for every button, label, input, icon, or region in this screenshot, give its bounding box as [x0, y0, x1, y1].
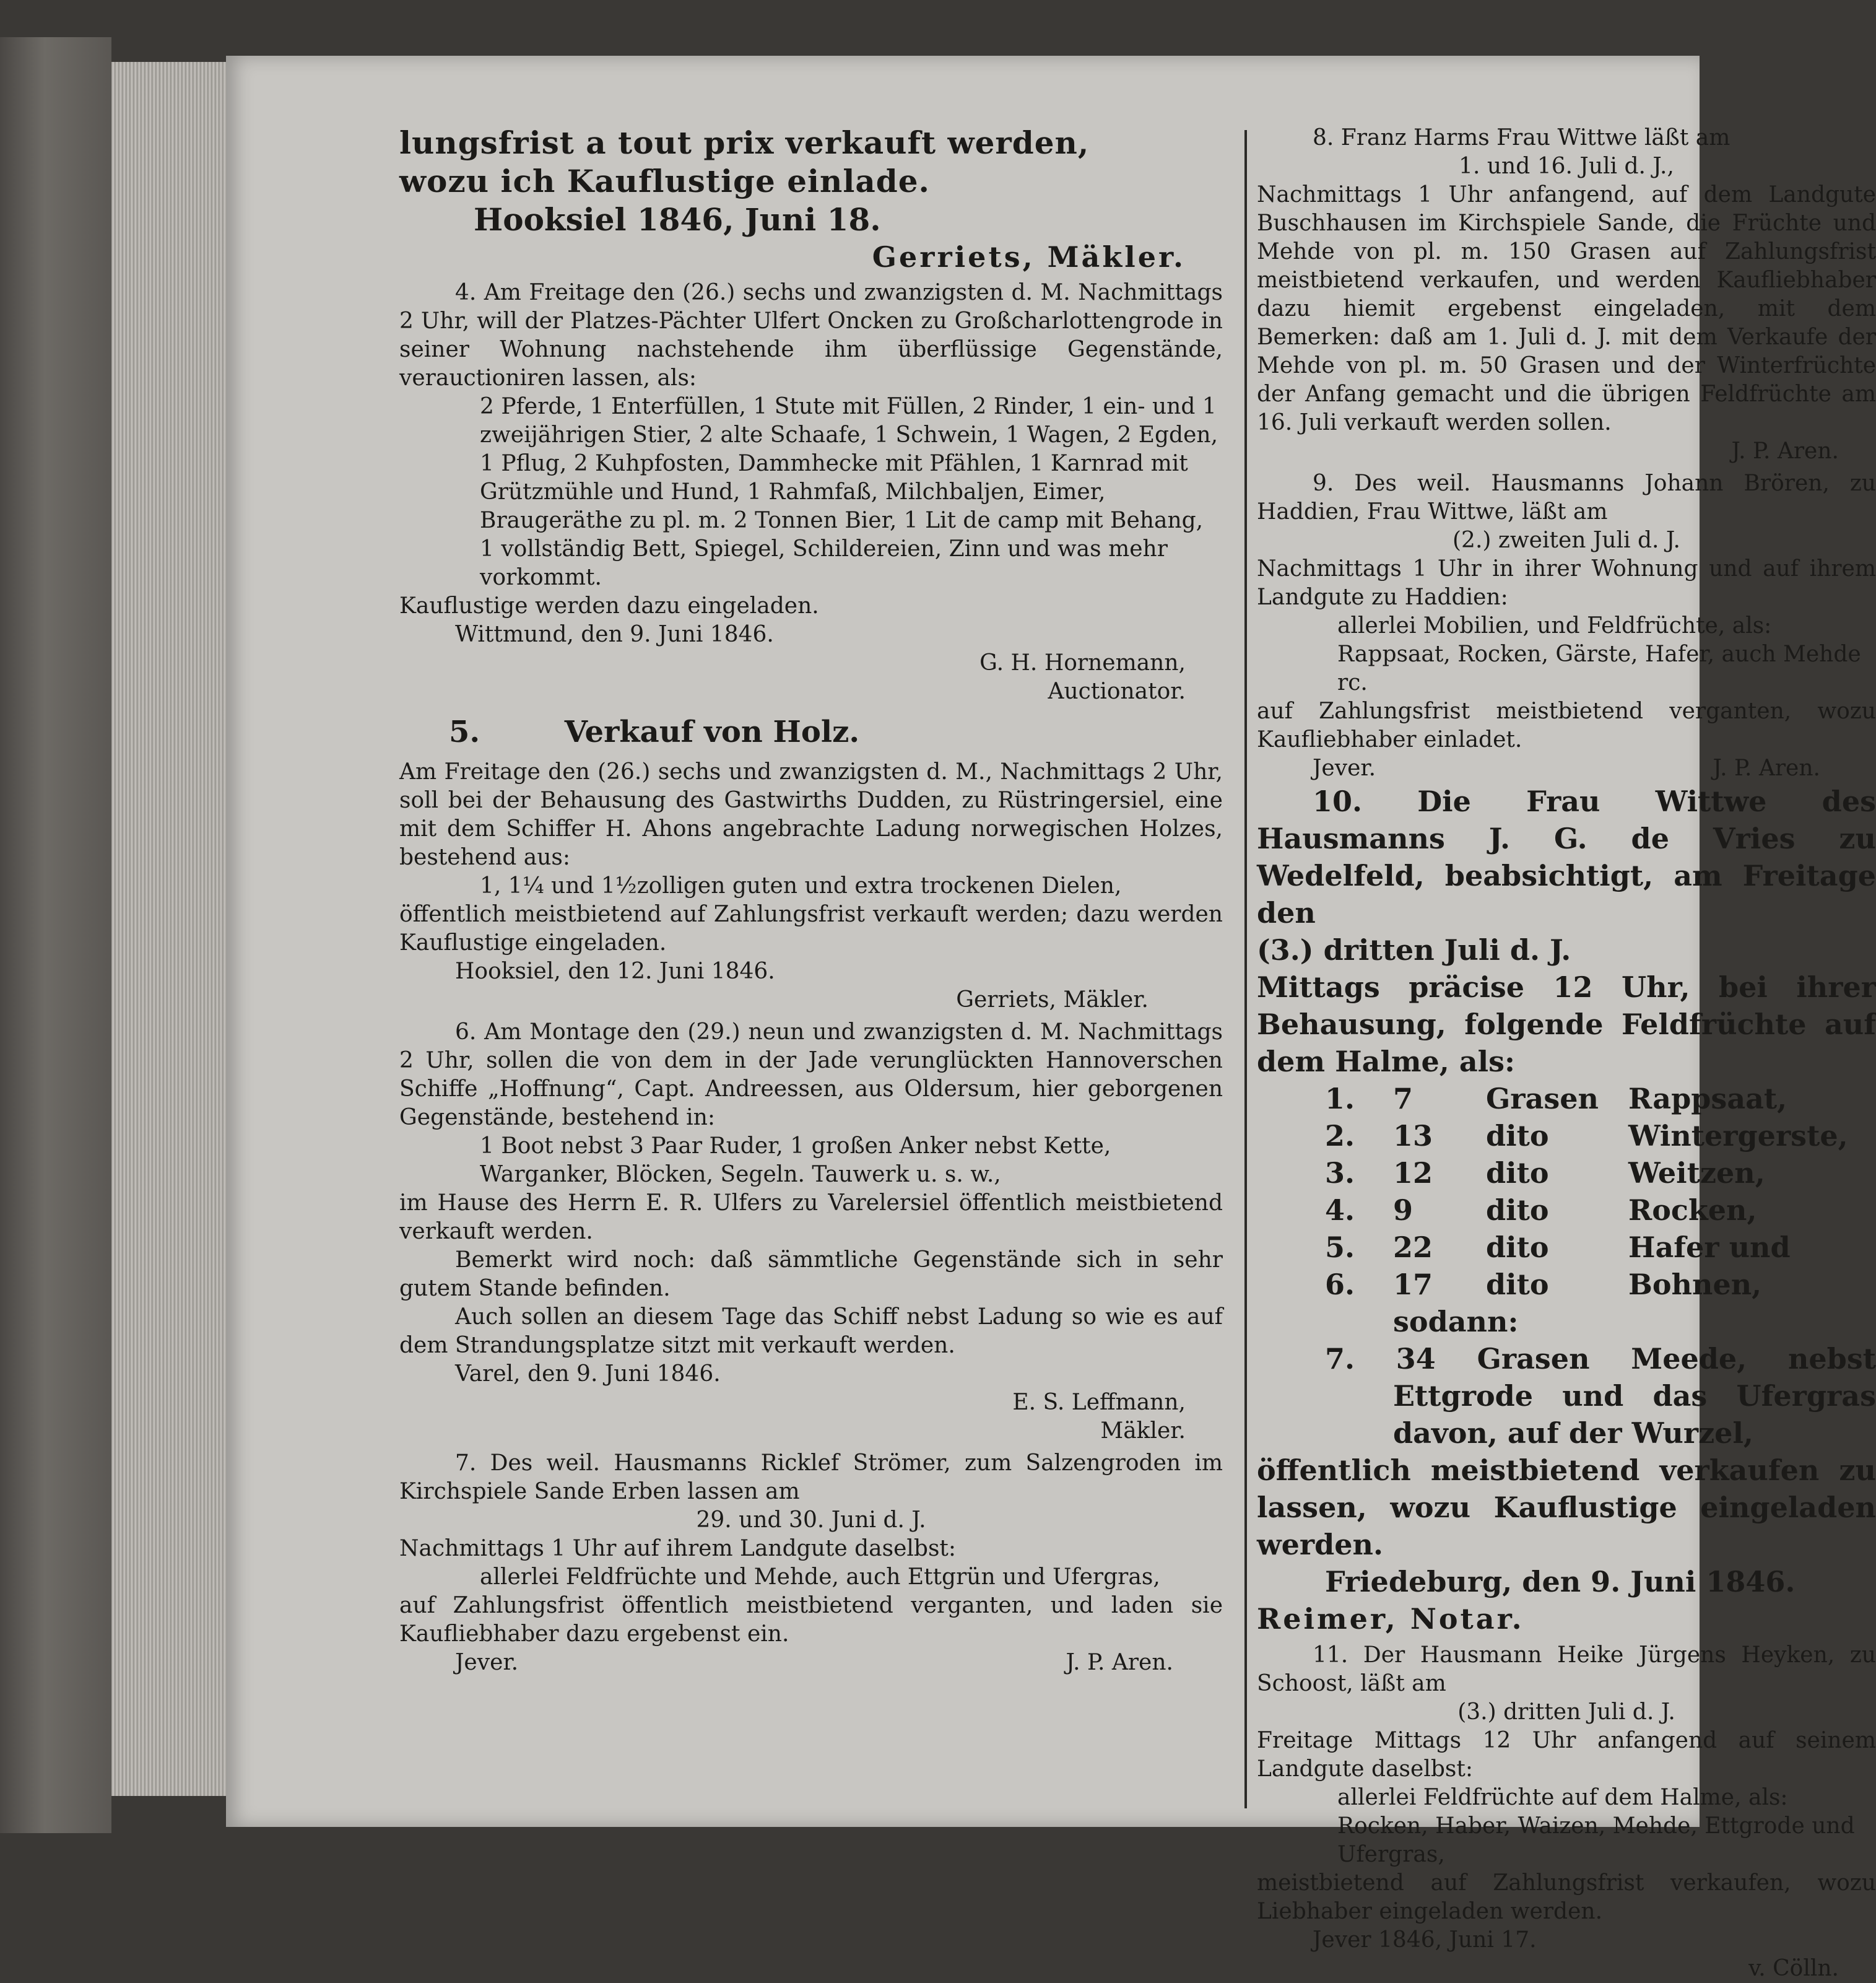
notice-6-text: 6. Am Montage den (29.) neun und zwanzigsten d. M. Nachmittags 2 Uhr, sollen die von dem in der Jade verunglückten Hannoverschen Schiffe „Hoffnung“, Capt. Andreessen, aus Oldersum, hier geborgenen Gegenstände, bestehend in:: [399, 1019, 1223, 1130]
crop-row: [1257, 1117, 1876, 1154]
continuation-place-date: Hooksiel 1846, Juni 18.: [474, 201, 881, 238]
section-5-text: Am Freitage den (26.) sechs und zwanzigsten d. M., Nachmittags 2 Uhr, soll bei der Behausung des Gastwirths Dudden, zu Rüstringersiel, eine mit dem Schiffer H. Ahons angebrachte Ladung norwegischen Holzes, bestehend aus:: [399, 759, 1223, 870]
crop-row-number: 2.: [1325, 1119, 1355, 1153]
section-5-signature: Gerriets, Mäkler.: [956, 987, 1149, 1013]
notice-4-signature-title: Auctionator.: [1048, 679, 1186, 704]
crop-row-quantity: 22: [1393, 1231, 1433, 1264]
notice-11-text: 11. Der Hausmann Heike Jürgens Heyken, zu Schoost, läßt am: [1257, 1642, 1876, 1696]
section-5-date: Hooksiel, den 12. Juni 1846.: [455, 959, 775, 984]
notice-4-list: 2 Pferde, 1 Enterfüllen, 1 Stute mit Füllen, 2 Rinder, 1 ein- und 1 zweijährigen Stier, 2 alte Schaafe, 1 Schwein, 1 Wagen, 2 Egden, 1 Pflug, 2 Kuhpfosten, Dammhecke mit Pfählen, 1 Karnrad mit Grützmühle und Hund, 1 Rahmfaß, Milchbaljen, Eimer, Braugeräthe zu pl. m. 2 Tonnen Bier, 1 Lit de camp mit Behang, 1 vollständig Bett, Spiegel, Schildereien, Zinn und was mehr vorkommt.: [480, 394, 1218, 590]
notice-4-signature-name: G. H. Hornemann,: [979, 650, 1186, 676]
notice-6-date: Varel, den 9. Juni 1846.: [455, 1361, 721, 1387]
section-5-list: 1, 1¼ und 1½zolligen guten und extra trockenen Dielen,: [480, 873, 1122, 899]
notice-10-signature: Reimer, Notar.: [1257, 1602, 1524, 1636]
notice-7-place: Jever.: [455, 1650, 519, 1675]
notice-10-row-7: 7. 34 Grasen Meede, nebst Ettgrode und das Ufergras davon, auf der Wurzel,: [1325, 1342, 1876, 1450]
crop-row-number: 3.: [1325, 1156, 1355, 1190]
notice-8-signature: J. P. Aren.: [1731, 438, 1839, 464]
notice-6-note-1: Bemerkt wird noch: daß sämmtliche Gegenstände sich in sehr gutem Stande befinden.: [399, 1247, 1223, 1301]
notice-8-head: 8. Franz Harms Frau Wittwe läßt am: [1313, 125, 1731, 150]
crop-row-crop: Wintergerste,: [1628, 1119, 1848, 1153]
notice-9-signature: J. P. Aren.: [1713, 756, 1820, 781]
notice-10-date: (3.) dritten Juli d. J.: [1257, 933, 1571, 967]
notice-7-footer: [399, 1649, 1223, 1677]
crop-row-unit: dito: [1486, 1119, 1549, 1153]
crop-row-crop: Weitzen,: [1628, 1156, 1765, 1190]
notice-7-date: 29. und 30. Juni d. J.: [696, 1507, 926, 1533]
crop-row-quantity: 13: [1393, 1119, 1433, 1153]
continuation-line-2: wozu ich Kauflustige einlade.: [399, 163, 930, 199]
crop-row-crop: Rappsaat,: [1628, 1082, 1787, 1115]
crop-row-crop: Rocken,: [1628, 1193, 1757, 1227]
crop-row-unit: dito: [1486, 1193, 1549, 1227]
notice-8-text: Nachmittags 1 Uhr anfangend, auf dem Landgute Buschhausen im Kirchspiele Sande, die Früchte und Mehde von pl. m. 150 Grasen auf Zahlungsfrist meistbietend verkaufen, und werden Kaufliebhaber dazu hiemit ergebenst eingeladen, mit dem Bemerken: daß am 1. Juli d. J. mit dem Verkaufe der Mehde von pl. m. 50 Grasen und der Winterfrüchte der Anfang gemacht und die übrigen Feldfrüchte am 16. Juli verkauft werden sollen.: [1257, 182, 1876, 435]
notice-9-footer: [1257, 754, 1876, 783]
crop-row-quantity: 9: [1393, 1193, 1414, 1227]
crop-row-quantity: 12: [1393, 1156, 1433, 1190]
crop-row: [1257, 1192, 1876, 1229]
continuation-line-1: lungsfrist a tout prix verkauft werden,: [399, 124, 1090, 161]
crop-row-quantity: 17: [1393, 1268, 1433, 1301]
crop-row-number: 1.: [1325, 1082, 1355, 1115]
page-edges: [111, 62, 229, 1796]
notice-7-text-2: Nachmittags 1 Uhr auf ihrem Landgute daselbst:: [399, 1536, 957, 1561]
crop-row-crop: Hafer und: [1628, 1231, 1791, 1264]
section-5-title: Verkauf von Holz.: [564, 715, 860, 749]
section-5-heading: [399, 712, 1223, 752]
crop-row: [1257, 1229, 1876, 1266]
notice-9-list: allerlei Mobilien, und Feldfrüchte, als: Rappsaat, Rocken, Gärste, Hafer, auch Mehde rc.: [1337, 613, 1861, 695]
crop-row-crop: Bohnen,: [1628, 1268, 1762, 1301]
notice-11-text-2: Freitage Mittags 12 Uhr anfangend auf seinem Landgute daselbst:: [1257, 1728, 1876, 1782]
notice-9-date: (2.) zweiten Juli d. J.: [1453, 528, 1680, 553]
notice-11-date-line: Jever 1846, Juni 17.: [1313, 1927, 1537, 1953]
notice-7-signature: J. P. Aren.: [1066, 1650, 1173, 1675]
notice-10-sodann: sodann:: [1393, 1305, 1519, 1338]
notice-7-list: allerlei Feldfrüchte und Mehde, auch Ettgrün und Ufergras,: [480, 1564, 1160, 1590]
crop-row: [1257, 1266, 1876, 1303]
notice-9-text: Nachmittags 1 Uhr in ihrer Wohnung und auf ihrem Landgute zu Haddien:: [1257, 556, 1876, 610]
notice-6-end: im Hause des Herrn E. R. Ulfers zu Varelersiel öffentlich meistbietend verkauft werden.: [399, 1190, 1223, 1244]
section-5-number: 5.: [449, 715, 480, 749]
book-spine: [0, 37, 111, 1833]
notice-9-place: Jever.: [1313, 756, 1376, 781]
notice-9-end: auf Zahlungsfrist meistbietend verganten, wozu Kaufliebhaber einladet.: [1257, 699, 1876, 752]
notice-6-note-2: Auch sollen an diesem Tage das Schiff nebst Ladung so wie es auf dem Strandungsplatze sitzt mit verkauft werden.: [399, 1304, 1223, 1358]
section-5-end: öffentlich meistbietend auf Zahlungsfrist verkauft werden; dazu werden Kauflustige eingeladen.: [399, 902, 1223, 956]
crop-row-number: 4.: [1325, 1193, 1355, 1227]
notice-10-end: öffentlich meistbietend verkaufen zu lassen, wozu Kauflustige eingeladen werden.: [1257, 1453, 1876, 1561]
crop-row-quantity: 7: [1393, 1082, 1414, 1115]
notice-11-date: (3.) dritten Juli d. J.: [1457, 1699, 1675, 1725]
notice-8-dates: 1. und 16. Juli d. J.,: [1459, 154, 1674, 179]
notice-4-text: 4. Am Freitage den (26.) sechs und zwanzigsten d. M. Nachmittags 2 Uhr, will der Platzes-Pächter Ulfert Oncken zu Großcharlottengrode in seiner Wohnung nachstehende ihm überflüssige Gegenstände, verauctioniren lassen, als:: [399, 280, 1223, 391]
notice-7-end: auf Zahlungsfrist öffentlich meistbietend verganten, und laden sie Kaufliebhaber dazu ergebenst ein.: [399, 1593, 1223, 1647]
crop-row-number: 5.: [1325, 1231, 1355, 1264]
notice-6-signature-name: E. S. Leffmann,: [1012, 1390, 1186, 1415]
column-divider: [1244, 130, 1247, 1808]
book-page: [226, 56, 1876, 1981]
left-column: [399, 124, 1223, 1677]
notice-10-text-2: Mittags präcise 12 Uhr, bei ihrer Behausung, folgende Feldfrüchte auf dem Halme, als:: [1257, 970, 1876, 1078]
notice-10-text: 10. Die Frau Wittwe des Hausmanns J. G. de Vries zu Wedelfeld, beabsichtigt, am Freitage den: [1257, 785, 1876, 930]
notice-4-invite: Kauflustige werden dazu eingeladen.: [399, 593, 819, 619]
crop-row-unit: dito: [1486, 1231, 1549, 1264]
right-column: [1257, 124, 1876, 1983]
notice-11-signature: v. Cölln.: [1748, 1956, 1839, 1981]
continuation-signature: Gerriets, Mäkler.: [872, 240, 1186, 274]
crop-row-unit: dito: [1486, 1268, 1549, 1301]
crop-row: [1257, 1080, 1876, 1117]
notice-4-date: Wittmund, den 9. Juni 1846.: [455, 622, 774, 647]
notice-11-list: allerlei Feldfrüchte auf dem Halme, als: Rocken, Haber, Waizen, Mehde, Ettgrode und Ufergras,: [1337, 1785, 1855, 1867]
notice-10-date-line: Friedeburg, den 9. Juni 1846.: [1325, 1565, 1796, 1598]
crop-row: [1257, 1154, 1876, 1192]
crop-row-unit: Grasen: [1486, 1082, 1599, 1115]
crop-row-unit: dito: [1486, 1156, 1549, 1190]
notice-7-text: 7. Des weil. Hausmanns Ricklef Strömer, zum Salzengroden im Kirchspiele Sande Erben lassen am: [399, 1450, 1223, 1504]
notice-6-list: 1 Boot nebst 3 Paar Ruder, 1 großen Anker nebst Kette, Warganker, Blöcken, Segeln. Tauwerk u. s. w.,: [480, 1133, 1111, 1187]
notice-11-end: meistbietend auf Zahlungsfrist verkaufen, wozu Liebhaber eingeladen werden.: [1257, 1870, 1876, 1924]
notice-9-head: 9. Des weil. Hausmanns Johann Brören, zu Haddien, Frau Wittwe, läßt am: [1257, 471, 1876, 525]
crop-row-number: 6.: [1325, 1268, 1355, 1301]
notice-6-signature-title: Mäkler.: [1100, 1418, 1186, 1444]
